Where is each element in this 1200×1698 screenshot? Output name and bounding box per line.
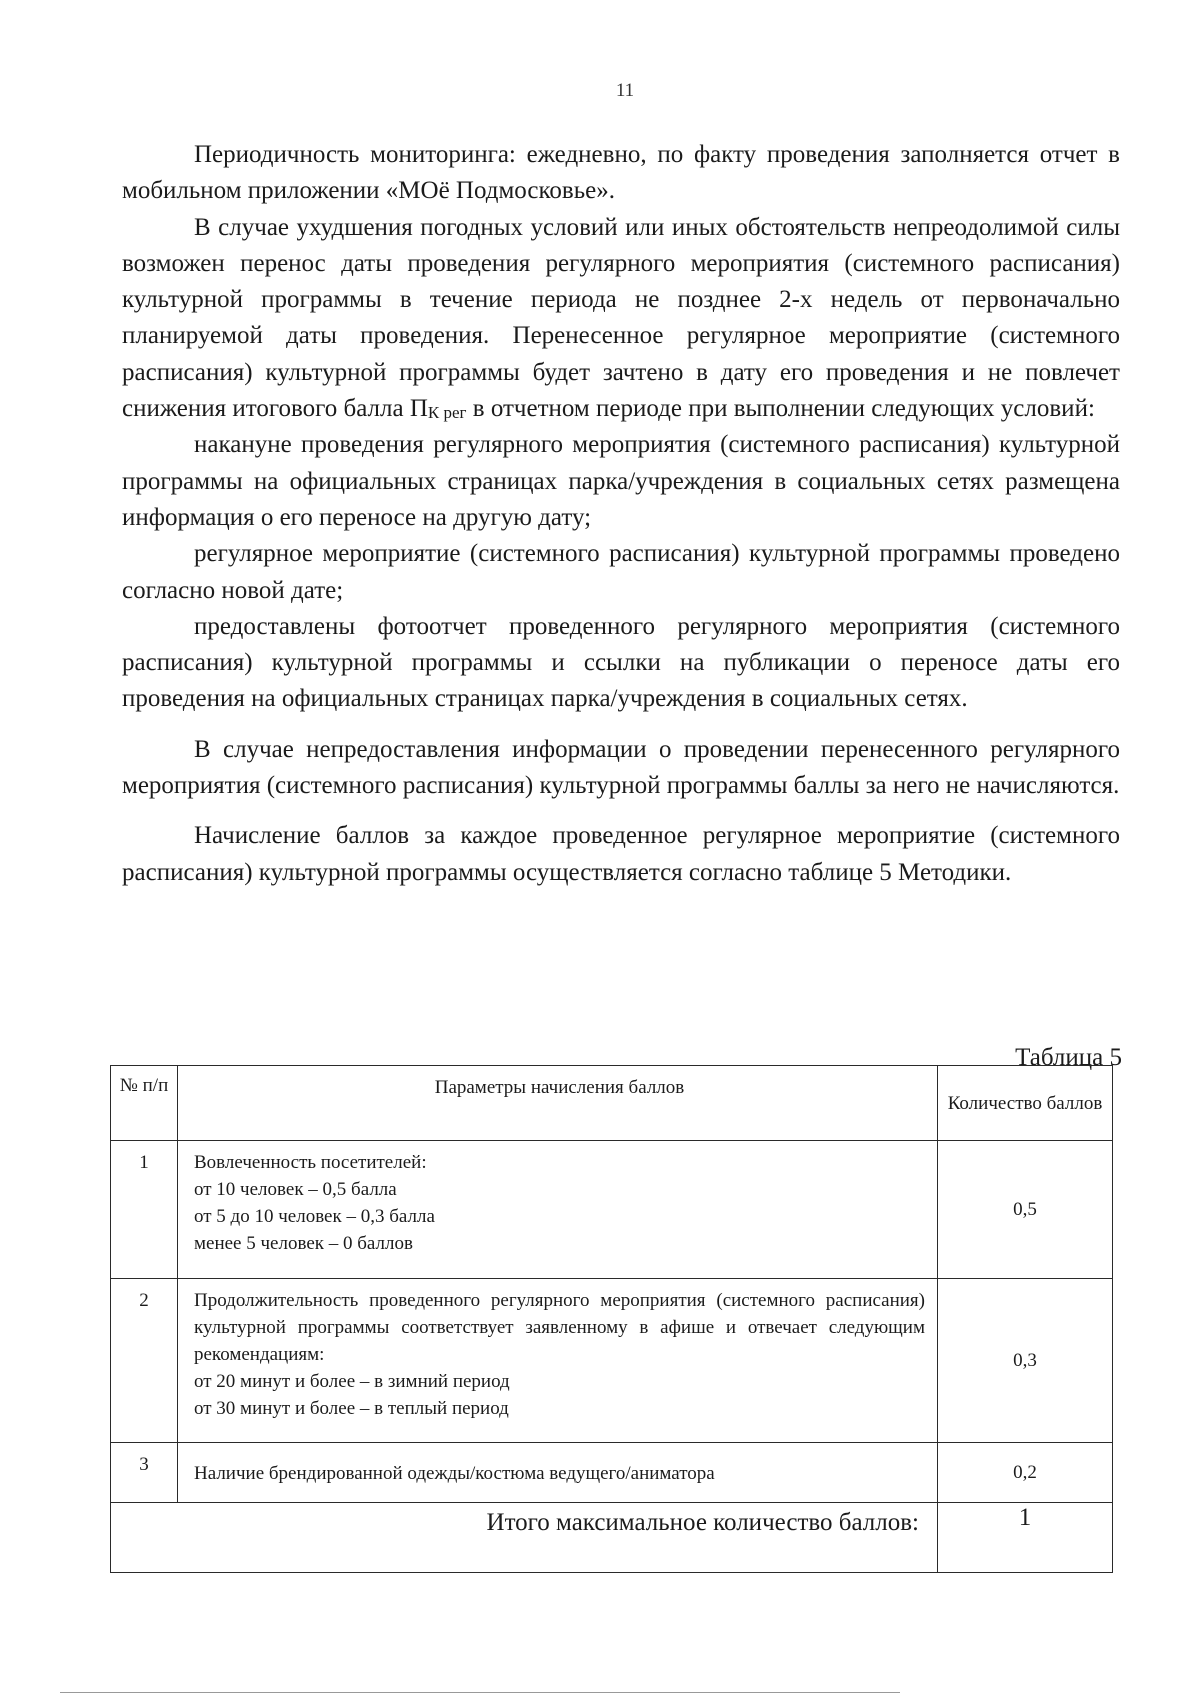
header-param: Параметры начисления баллов [178,1066,938,1141]
row-score: 0,2 [938,1443,1113,1503]
param-line: Наличие брендированной одежды/костюма ведущего/аниматора [194,1463,715,1484]
total-value: 1 [938,1503,1113,1573]
table-header-row [111,1066,1113,1141]
param-line: от 5 до 10 человек – 0,3 балла [194,1206,435,1227]
paragraph-postponement-tail: в отчетном периоде при выполнении следующих условий: [466,395,1095,423]
header-num: № п/п [111,1066,178,1141]
table-caption: Таблица 5 [1015,1044,1122,1071]
param-line: Вовлеченность посетителей: [194,1152,427,1173]
paragraph-scoring: Начисление баллов за каждое проведенное регулярное мероприятие (системного расписания) культурной программы осуществляется согласно таблице 5 Методики. [122,822,1120,886]
table-row [111,1279,1113,1443]
param-line: от 30 минут и более – в теплый период [194,1398,509,1419]
table-row [111,1141,1113,1279]
condition-photo-report: предоставлены фотоотчет проведенного регулярного мероприятия (системного расписания) культурной программы и ссылки на публикации о переносе даты его проведения на официальных страницах парка/учреждения в социальных сетях. [122,612,1120,713]
score-subscript: К рег [427,403,467,423]
row-score: 0,3 [938,1279,1113,1443]
condition-announcement: накануне проведения регулярного мероприятия (системного расписания) культурной программы на официальных страницах парка/учреждения в социальных сетях размещена информация о его переносе на другую дату; [122,431,1120,531]
row-param [178,1279,938,1443]
row-param [178,1141,938,1279]
page-number: 11 [615,80,635,101]
table-total-row [111,1503,1113,1573]
param-line: Продолжительность проведенного регулярного мероприятия (системного расписания) культурной программы соответствует заявленному в афише и отвечает следующим рекомендациям: [194,1290,925,1365]
paragraph-no-info: В случае непредоставления информации о проведении перенесенного регулярного мероприятия (системного расписания) культурной программы баллы за него не начисляются. [122,735,1120,800]
scan-edge-line [60,1692,900,1693]
scoring-table [110,1065,1113,1573]
document-body [122,137,1120,891]
paragraph-postponement-main: В случае ухудшения погодных условий или иных обстоятельств непреодолимой силы возможен перенос даты проведения регулярного мероприятия (системного расписания) культурной программы в течение периода не позднее 2-х недель от первоначально планируемой даты проведения. Перенесенное регулярное мероприятие (системного расписания) культурной программы будет зачтено в дату его проведения и не повлечет снижения итогового балла П [122,213,1120,423]
param-line: от 20 минут и более – в зимний период [194,1371,510,1392]
header-score: Количество баллов [938,1066,1113,1141]
row-num: 3 [111,1443,178,1503]
param-line: от 10 человек – 0,5 балла [194,1179,397,1200]
row-num: 2 [111,1279,178,1443]
row-param [178,1443,938,1503]
param-line: менее 5 человек – 0 баллов [194,1233,413,1254]
paragraph-monitoring: Периодичность мониторинга: ежедневно, по факту проведения заполняется отчет в мобильном приложении «МОё Подмосковье». [122,141,1120,205]
paragraph-postponement [122,210,1120,428]
condition-new-date: регулярное мероприятие (системного расписания) культурной программы проведено согласно новой дате; [122,540,1120,604]
table-row [111,1443,1113,1503]
row-num: 1 [111,1141,178,1279]
total-label: Итого максимальное количество баллов: [111,1503,938,1573]
row-score: 0,5 [938,1141,1113,1279]
